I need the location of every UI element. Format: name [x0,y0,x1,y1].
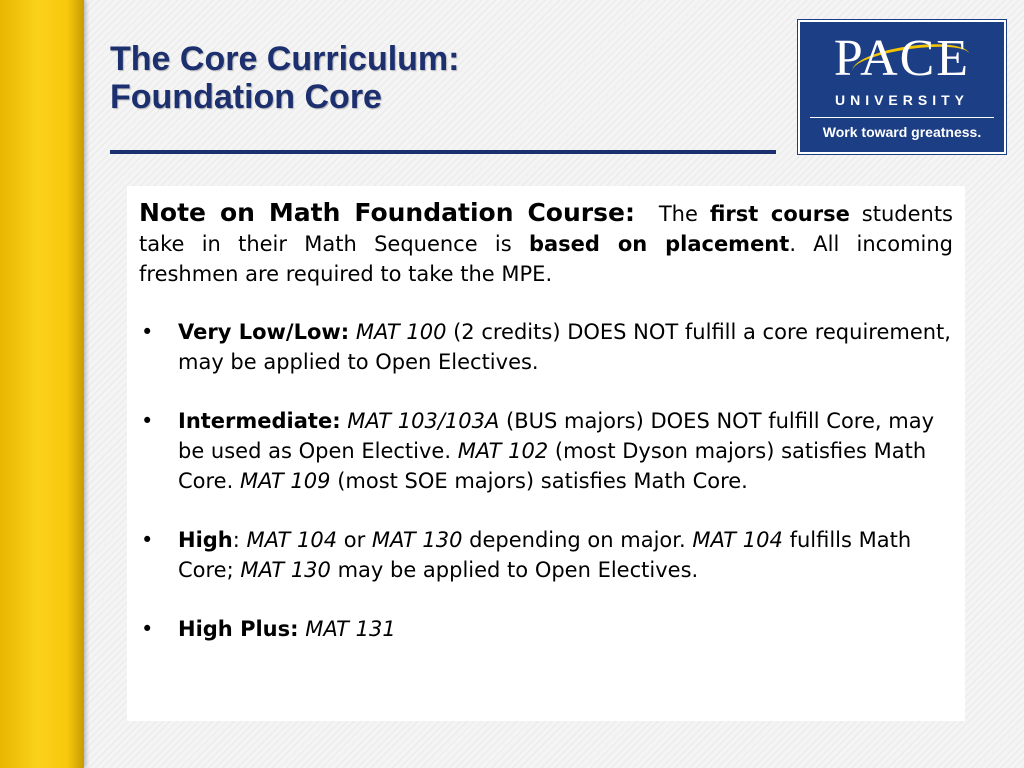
course-code: MAT 102 [457,439,549,463]
note-text-2: students take in their Math Sequence is [139,202,953,256]
pace-university-logo [798,20,1006,154]
note-text-1: The [658,202,710,226]
course-code: MAT 103/103A [347,409,500,433]
note-text-3: . All incoming freshmen are required to take the MPE. [139,232,954,286]
placement-label: Intermediate: [178,409,341,433]
item-text: (most Dyson majors) satisfies Math Core. [178,439,927,493]
list-item-high [139,525,953,585]
title-line-1: The Core Curriculum: [110,40,460,78]
content-panel [127,186,965,721]
list-item-intermediate [139,406,953,496]
item-text: (BUS majors) DOES NOT fulfill Core, may be used as Open Elective. [178,409,935,463]
item-text: depending on major. [462,528,693,552]
item-text: or [337,528,372,552]
title-line-2: Foundation Core [110,78,382,116]
item-text: fulfills Math Core; [178,528,912,582]
logo-tagline: Work toward greatness. [822,124,982,140]
list-item-very-low [139,317,953,377]
placement-list [139,317,953,644]
bullet-icon: • [141,409,154,433]
slide-title [110,40,459,116]
bullet-icon: • [141,320,154,344]
label-colon: : [232,528,247,552]
course-code: MAT 130 [240,558,331,582]
logo-subtitle: UNIVERSITY [834,92,969,108]
placement-label: High Plus: [178,617,299,641]
course-code: MAT 104 [246,528,338,552]
bullet-icon: • [141,528,154,552]
placement-label: Very Low/Low: [178,320,350,344]
placement-label: High [178,528,233,552]
course-code: MAT 109 [239,469,331,493]
item-text: may be applied to Open Electives. [330,558,699,582]
course-code: MAT 100 [355,320,447,344]
gold-side-bar [0,0,84,768]
logo-wordmark: PACE [833,30,971,87]
note-bold-first-course: first course [709,202,850,226]
note-heading: Note on Math Foundation Course: [139,198,635,227]
item-text: (2 credits) DOES NOT fulfill a core requirement, may be applied to Open Electives. [178,320,951,374]
title-underline [110,150,776,154]
note-bold-placement: based on placement [528,232,790,256]
course-code: MAT 130 [371,528,463,552]
bullet-icon: • [141,617,154,641]
math-note-paragraph [139,198,953,289]
item-text: (most SOE majors) satisfies Math Core. [330,469,748,493]
course-code: MAT 104 [692,528,783,552]
course-code: MAT 131 [305,617,396,641]
list-item-high-plus [139,614,953,644]
logo-divider [810,117,994,118]
